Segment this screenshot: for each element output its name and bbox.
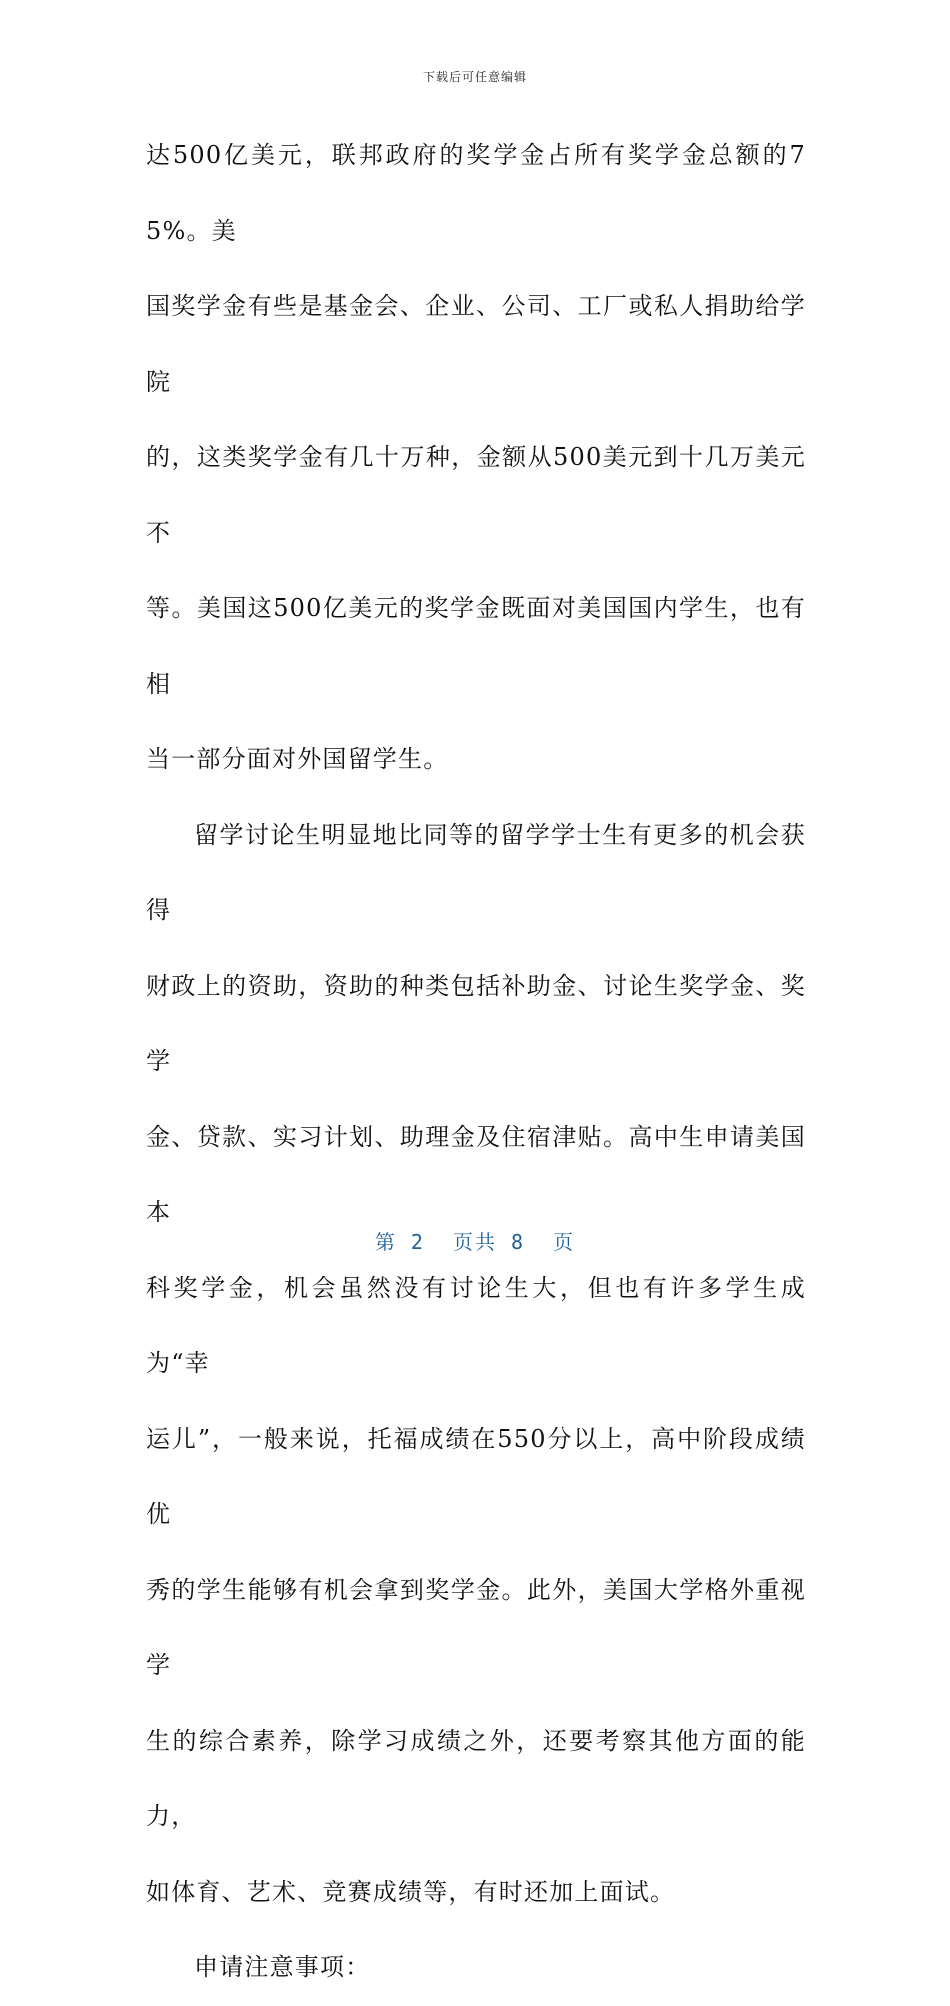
paragraph-financial-aid: 留学讨论生明显地比同等的留学学士生有更多的机会获得 财政上的资助，资助的种类包括补助金、讨论生奖学金、奖学 金、贷款、实习计划、助理金及住宿津贴。高中生申请美国本 科奖学金，机会虽然没有讨论生大，但也有许多学生成为“幸 运儿”，一般来说，托福成绩在550分以上，高中阶段成绩优 秀的学生能够有机会拿到奖学金。此外，美国大学格外重视学 生的综合素养，除学习成绩之外，还要考察其他方面的能力， 如体育、艺术、竞赛成绩等，有时还加上面试。 — [146, 820, 806, 1906]
page-indicator: 第 2 页共 8 页 — [374, 1230, 576, 1254]
paragraph-application-notes: 申请注意事项： — [194, 1953, 371, 1981]
header-note: 下载后可任意编辑 — [422, 70, 527, 84]
document-body — [146, 118, 806, 2006]
paragraph-scholarship-scale: 达500亿美元，联邦政府的奖学金占所有奖学金总额的75%。美 国奖学金有些是基金会、企业、公司、工厂或私人捐助给学院 的，这类奖学金有几十万种，金额从500美元到十几万美元不 等。美国这500亿美元的奖学金既面对美国国内学生，也有相 当一部分面对外国留学生。 — [146, 141, 806, 773]
